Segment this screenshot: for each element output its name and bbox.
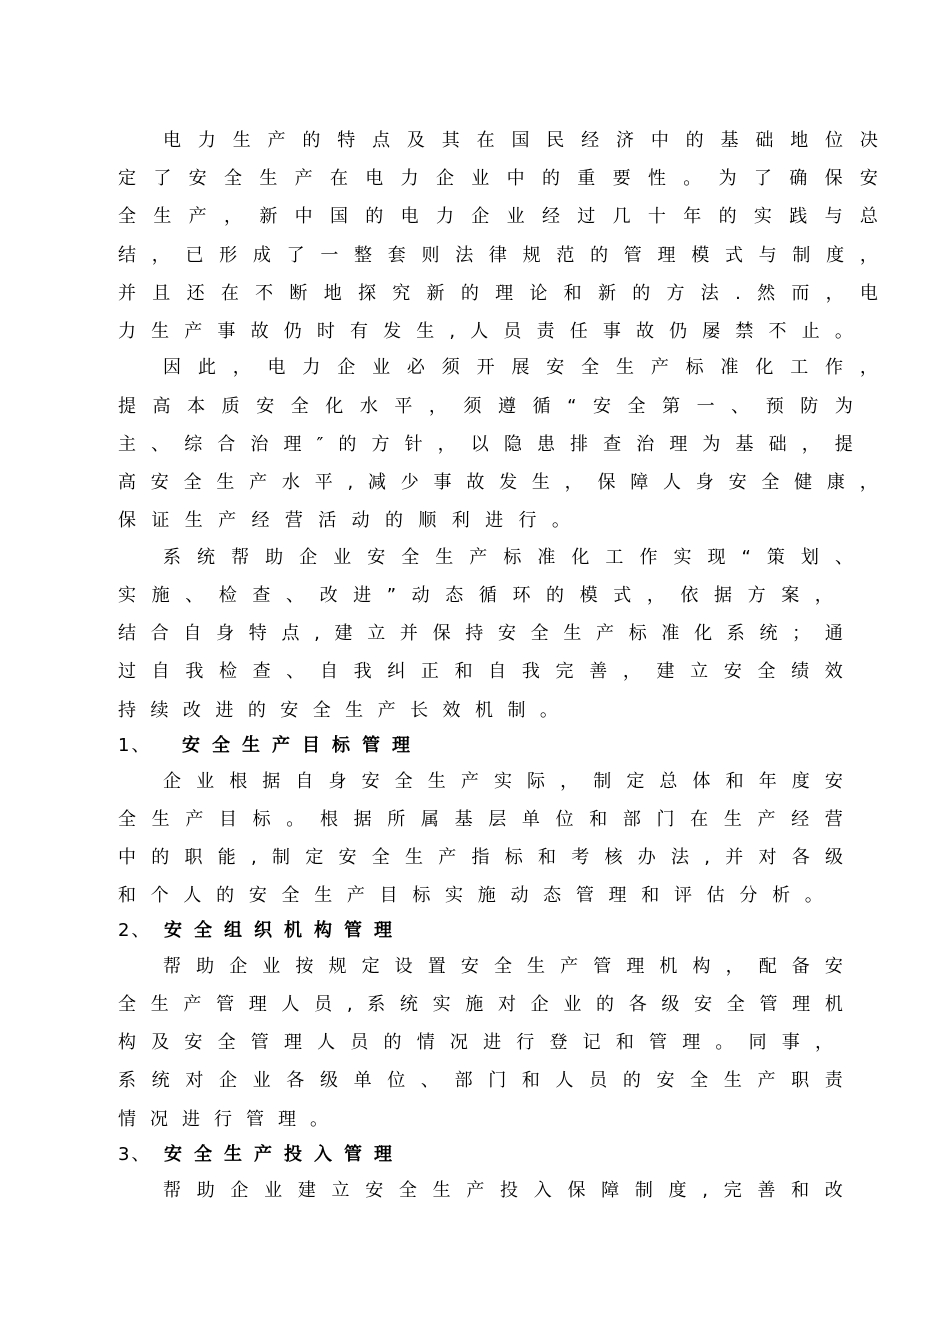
section-number: 1、 <box>118 735 152 756</box>
body-text-line: 全 生 产 管 理 人 员 , 系 统 实 施 对 企 业 的 各 级 安 全 管 理 机 <box>118 994 843 1015</box>
section-title: 安全组织机构管理 <box>164 920 404 941</box>
body-text-line: 结 ， 已 形 成 了 一 整 套 则 法 律 规 范 的 管 理 模 式 与 制 度 ， <box>118 245 878 266</box>
body-text-line: 企 业 根 据 自 身 安 全 生 产 实 际 ， 制 定 总 体 和 年 度 安 <box>163 771 843 792</box>
body-text-line: 电 力 生 产 的 特 点 及 其 在 国 民 经 济 中 的 基 础 地 位 决 <box>163 130 878 151</box>
body-text-line: 定 了 安 全 生 产 在 电 力 企 业 中 的 重 要 性 。 为 了 确 保 安 <box>118 168 878 189</box>
body-text-line: 情 况 进 行 管 理 。 <box>118 1109 328 1130</box>
body-text-line: 提 高 本 质 安 全 化 水 平 ， 须 遵 循 “ 安 全 第 一 、 预 防 为 <box>118 396 853 417</box>
body-text-line: 构 及 安 全 管 理 人 员 的 情 况 进 行 登 记 和 管 理 。 同 事 ， <box>118 1032 833 1053</box>
section-heading <box>118 1143 404 1167</box>
section-title: 安全生产目标管理 <box>182 735 422 756</box>
body-text-line: 全 生 产 目 标 。 根 据 所 属 基 层 单 位 和 部 门 在 生 产 经 营 <box>118 809 843 830</box>
section-number: 2、 <box>118 920 152 941</box>
body-text-line: 力 生 产 事 故 仍 时 有 发 生 , 人 员 责 任 事 故 仍 屡 禁 不 止 。 <box>118 321 853 342</box>
body-text-line: 过 自 我 检 查 、 自 我 纠 正 和 自 我 完 善 ， 建 立 安 全 绩 效 <box>118 661 843 682</box>
body-text-line: 系 统 帮 助 企 业 安 全 生 产 标 准 化 工 作 实 现 “ 策 划 、 <box>163 547 853 568</box>
body-text-line: 高 安 全 生 产 水 平 , 减 少 事 故 发 生 ， 保 障 人 身 安 全 健 康 ， <box>118 472 878 493</box>
body-text-line: 保 证 生 产 经 营 活 动 的 顺 利 进 行 。 <box>118 510 570 531</box>
body-text-line: 中 的 职 能 , 制 定 安 全 生 产 指 标 和 考 核 办 法 , 并 对 各 级 <box>118 847 843 868</box>
body-text-line: 帮 助 企 业 按 规 定 设 置 安 全 生 产 管 理 机 构 ， 配 备 安 <box>163 956 843 977</box>
body-text-line: 系 统 对 企 业 各 级 单 位 、 部 门 和 人 员 的 安 全 生 产 职 责 <box>118 1070 843 1091</box>
section-heading <box>118 734 422 758</box>
body-text-line: 持 续 改 进 的 安 全 生 产 长 效 机 制 。 <box>118 700 558 721</box>
body-text-line: 和 个 人 的 安 全 生 产 目 标 实 施 动 态 管 理 和 评 估 分 析 。 <box>118 885 823 906</box>
body-text-line: 因 此 ， 电 力 企 业 必 须 开 展 安 全 生 产 标 准 化 工 作 ， <box>163 357 878 378</box>
body-text-line: 结 合 自 身 特 点 , 建 立 并 保 持 安 全 生 产 标 准 化 系 统 ； 通 <box>118 623 843 644</box>
body-text-line: 帮 助 企 业 建 立 安 全 生 产 投 入 保 障 制 度 , 完 善 和 改 <box>163 1180 843 1201</box>
body-text-line: 实 施 、 检 查 、 改 进 ” 动 态 循 环 的 模 式 ， 依 据 方 案 ， <box>118 585 833 606</box>
section-title: 安全生产投入管理 <box>164 1144 404 1165</box>
section-heading <box>118 919 404 943</box>
section-number: 3、 <box>118 1144 152 1165</box>
body-text-line: 全 生 产 ， 新 中 国 的 电 力 企 业 经 过 几 十 年 的 实 践 与 总 <box>118 206 878 227</box>
body-text-line: 并 且 还 在 不 断 地 探 究 新 的 理 论 和 新 的 方 法 . 然 而 ， 电 <box>118 283 878 304</box>
body-text-line: 主 、 综 合 治 理 ″ 的 方 针 ， 以 隐 患 排 查 治 理 为 基 础 ， 提 <box>118 434 853 455</box>
